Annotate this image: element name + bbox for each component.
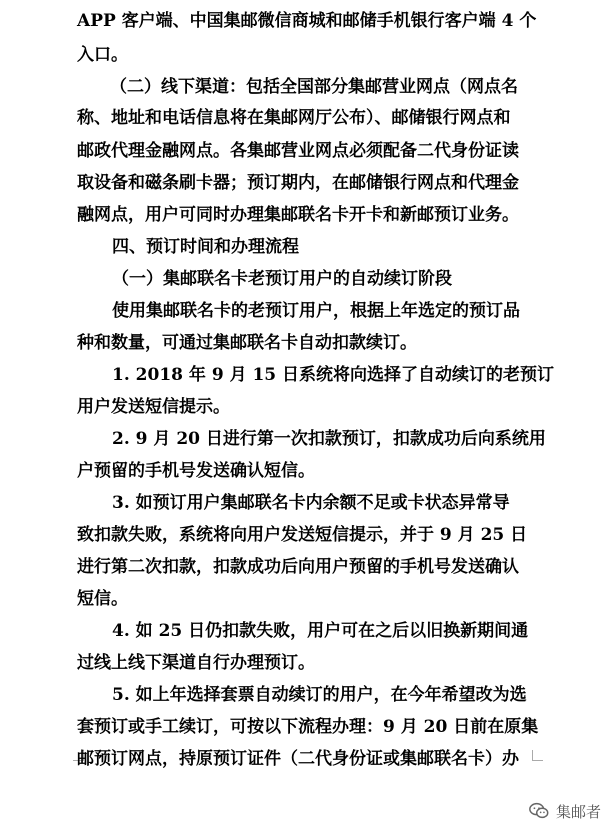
text-line: 5. 如上年选择套票自动续订的用户，在今年希望改为选 — [112, 685, 527, 705]
text-line: 短信。 — [77, 589, 128, 609]
text-line: 1. 2018 年 9 月 15 日系统将向选择了自动续订的老预订 — [112, 365, 555, 385]
subsection-heading: （一）集邮联名卡老预订用户的自动续订阶段 — [112, 269, 452, 289]
text-line: （二）线下渠道：包括全国部分集邮营业网点（网点名 — [110, 77, 518, 97]
text-line: 融网点，用户可同时办理集邮联名卡开卡和新邮预订业务。 — [77, 205, 519, 225]
text-line: 致扣款失败，系统将向用户发送短信提示，并于 9 月 25 日 — [77, 525, 528, 545]
watermark-label: 集邮者 — [555, 802, 601, 821]
text-line: 入口。 — [77, 45, 128, 65]
text-line: 邮政代理金融网点。各集邮营业网点必须配备二代身份证读 — [77, 141, 519, 161]
section-heading: 四、预订时间和办理流程 — [112, 237, 299, 257]
watermark — [528, 800, 601, 822]
text-line: 用户发送短信提示。 — [77, 397, 230, 417]
text-line: 进行第二次扣款，扣款成功后向用户预留的手机号发送确认 — [77, 557, 519, 577]
text-line: 使用集邮联名卡的老预订用户，根据上年选定的预订品 — [112, 301, 520, 321]
text-line: 户预留的手机号发送确认短信。 — [77, 461, 315, 481]
text-line: APP 客户端、中国集邮微信商城和邮储手机银行客户端 4 个 — [77, 11, 537, 31]
wechat-icon — [528, 800, 550, 822]
text-line: 3. 如预订用户集邮联名卡内余额不足或卡状态异常导 — [112, 493, 510, 513]
text-line: 套预订或手工续订，可按以下流程办理：9 月 20 日前在原集 — [77, 717, 539, 737]
text-line: 过线上线下渠道自行办理预订。 — [77, 653, 315, 673]
text-line: 4. 如 25 日仍扣款失败，用户可在之后以旧换新期间通 — [112, 621, 529, 641]
text-line: 2. 9 月 20 日进行第一次扣款预订，扣款成功后向系统用 — [112, 429, 546, 449]
text-line: 取设备和磁条刷卡器；预订期内，在邮储银行网点和代理金 — [77, 173, 519, 193]
text-line: 邮预订网点，持原预订证件（二代身份证或集邮联名卡）办 — [77, 749, 519, 769]
text-line: 种和数量，可通过集邮联名卡自动扣款续订。 — [77, 333, 417, 353]
text-line: 称、地址和电话信息将在集邮网厅公布）、邮储银行网点和 — [77, 108, 511, 128]
